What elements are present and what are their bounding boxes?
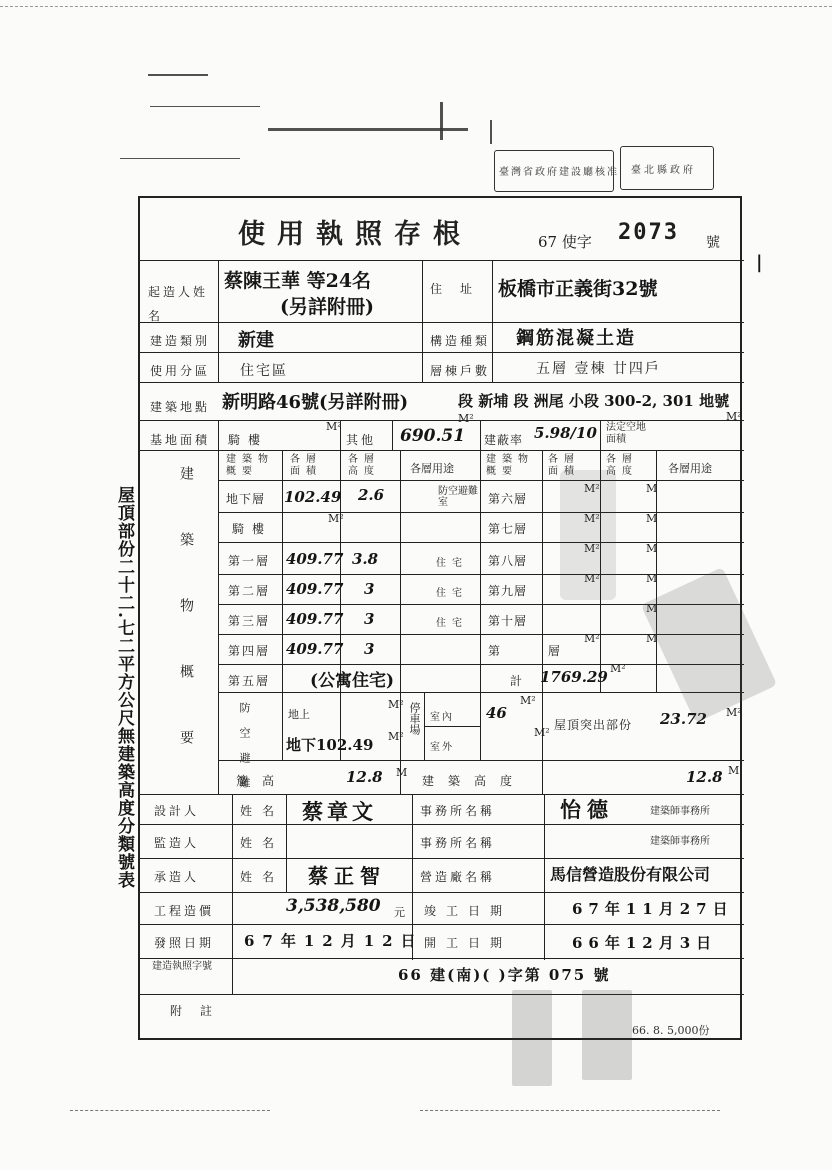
approval-stamp-left	[494, 150, 619, 192]
outdoor-label: 室外	[430, 742, 454, 753]
floor-name: 第四層	[228, 644, 271, 658]
floor-name: 第二層	[228, 584, 271, 598]
site-label: 建築地點	[150, 400, 211, 414]
rule	[422, 352, 423, 382]
company-label: 營造廠名稱	[420, 870, 496, 884]
permit-label: 建造執照字號	[152, 961, 212, 972]
floor-area: 102.49	[284, 488, 342, 506]
start-value: 66年12月3日	[572, 934, 718, 952]
bldg-height-label: 建築高度	[422, 774, 527, 788]
rule	[218, 322, 219, 352]
completion-label: 竣工日期	[424, 904, 513, 918]
rule	[140, 994, 744, 995]
ground-label: 地上	[288, 708, 310, 721]
unit-m2: M²	[520, 694, 536, 707]
rule	[282, 450, 283, 760]
completion-value: 67年11月27日	[572, 900, 734, 918]
floor-name: 第一層	[228, 554, 271, 568]
office-label: 事務所名稱	[420, 836, 496, 850]
approval-stamp-text: 臺灣省政府建設廳核准	[499, 167, 619, 178]
floor-use: 住宅	[436, 558, 468, 569]
rule	[218, 760, 744, 761]
start-label: 開工日期	[424, 936, 513, 950]
rule	[600, 420, 601, 450]
stamp-smudge	[582, 990, 632, 1080]
floor-height: 3	[364, 580, 375, 598]
rule	[140, 450, 744, 451]
builder-label: 起造人姓名	[148, 285, 209, 323]
name-label: 姓名	[240, 836, 285, 850]
approval-stamp-right	[620, 146, 714, 190]
eaves-value: 12.8	[346, 768, 383, 786]
area-label: 基地面積	[150, 433, 211, 447]
underground-value: 地下102.49	[286, 736, 374, 754]
parking-value: 46	[486, 704, 507, 722]
unit-m2: M²	[584, 512, 600, 525]
floor-height: 3	[364, 640, 375, 658]
notes-label: 附註	[170, 1004, 231, 1018]
floor-use: (公寓住宅)	[310, 671, 395, 691]
floor-name-2: 第七層	[488, 522, 528, 536]
floor-name-2: 第六層	[488, 492, 528, 506]
floor-height: 3	[364, 610, 375, 628]
license-number: 2073	[618, 220, 679, 245]
company-value: 馬信營造股份有限公司	[550, 865, 711, 884]
arcade-label: 騎樓	[228, 433, 269, 447]
contractor-value: 蔡正智	[308, 864, 386, 888]
floor-name: 第三層	[228, 614, 271, 628]
rule	[392, 420, 393, 450]
civil-defense-label: 防空避難	[238, 702, 251, 802]
unit-m: M	[396, 766, 408, 779]
floor-name-2: 第九層	[488, 584, 528, 598]
rule	[492, 352, 493, 382]
rule	[218, 352, 219, 382]
floor-name: 第五層	[228, 674, 271, 688]
floor-name-2: 第八層	[488, 554, 528, 568]
roof-value: 23.72	[660, 710, 707, 728]
floor-use: 住宅	[436, 588, 468, 599]
rule	[492, 322, 493, 352]
designer-value: 蔡章文	[302, 799, 377, 824]
unit-m2: M²	[726, 706, 742, 719]
rule	[422, 260, 423, 322]
issue-value: 67年12月12日	[244, 932, 424, 950]
build-type-value: 新建	[238, 330, 274, 351]
unit-m2: M²	[328, 512, 344, 525]
col-header: 各層面積	[548, 454, 580, 477]
rule	[140, 420, 744, 421]
floors-value: 五層 壹棟 廿四戶	[536, 361, 661, 377]
rule	[480, 450, 481, 760]
rule	[340, 420, 341, 450]
site-value: 新明路46號(另詳附冊)	[222, 392, 409, 413]
rule	[218, 574, 744, 575]
rule	[140, 892, 744, 893]
rule	[140, 794, 744, 795]
scan-artifact	[70, 1110, 270, 1111]
floor-use: 住宅	[436, 618, 468, 629]
name-label: 姓名	[240, 870, 285, 884]
contractor-label: 承造人	[154, 870, 200, 884]
rule	[140, 958, 744, 959]
area-unit: M²	[326, 420, 342, 433]
supervisor-label: 監造人	[154, 836, 200, 850]
unit-m2: M²	[610, 662, 626, 675]
scan-artifact	[490, 120, 492, 144]
cost-value: 3,538,580	[286, 896, 381, 916]
license-number-suffix: 號	[706, 235, 720, 251]
unit-m: M	[646, 512, 658, 525]
designer-office: 怡德	[560, 797, 614, 822]
builder-value: 蔡陳王華 等24名	[224, 270, 372, 292]
rule	[140, 858, 744, 859]
architect-office-label: 建築師事務所	[650, 806, 710, 817]
rule	[412, 794, 413, 892]
floors-label: 層棟戶數	[430, 364, 491, 378]
col-header: 各層用途	[410, 462, 454, 475]
col-header: 各層面積	[290, 454, 322, 477]
floor-area: 409.77	[286, 580, 344, 598]
rule	[218, 260, 219, 322]
rule	[218, 512, 744, 513]
indoor-label: 室內	[430, 712, 454, 723]
rule	[544, 794, 545, 892]
coverage-label: 建蔽率	[484, 433, 524, 447]
unit-m2: M²	[584, 542, 600, 555]
parking-label: 停車場	[408, 702, 421, 735]
building-summary-label: 建築物概要	[178, 466, 194, 796]
unit-m2: M²	[584, 632, 600, 645]
scan-artifact	[268, 128, 468, 131]
unit-m2: M²	[388, 730, 404, 743]
page-title: 使用執照存根	[238, 219, 472, 250]
rule	[140, 382, 744, 383]
rule	[218, 542, 744, 543]
col-header: 建築物概要	[486, 454, 534, 477]
floor-height: 2.6	[358, 486, 385, 504]
floor-name-2: 第 層	[488, 644, 582, 658]
floor-height: 3.8	[352, 550, 379, 568]
floor-name: 地下層	[226, 492, 266, 506]
scan-artifact	[420, 1110, 720, 1111]
col-header: 各層高度	[348, 454, 380, 477]
scan-artifact	[440, 102, 443, 140]
print-mark: 66. 8. 5,000份	[632, 1024, 710, 1037]
address-value: 板橋市正義街32號	[498, 278, 658, 300]
rule	[218, 480, 744, 481]
rule	[140, 260, 744, 261]
site-lot: 段 新埔 段 洲尾 小段 300-2, 301 地號	[458, 392, 730, 410]
floor-area: 409.77	[286, 640, 344, 658]
floor-name-2: 第十層	[488, 614, 528, 628]
bldg-height-value: 12.8	[686, 768, 723, 786]
unit-m2: M²	[388, 698, 404, 711]
edge-mark: |	[756, 252, 763, 273]
rule	[424, 726, 480, 727]
structure-value: 鋼筋混凝土造	[516, 328, 636, 349]
rule	[232, 794, 233, 892]
name-label: 姓名	[240, 804, 285, 818]
coverage-value: 5.98/10	[534, 424, 597, 442]
rule	[140, 322, 744, 323]
rule	[422, 322, 423, 352]
structure-label: 構造種類	[430, 334, 491, 348]
unit-m2: M²	[534, 726, 550, 739]
unit-m: M	[646, 632, 658, 645]
legal-area-label: 法定空地面積	[606, 422, 646, 445]
rule	[218, 692, 744, 693]
unit-m: M	[646, 482, 658, 495]
floor-use: 防空避難室	[438, 486, 478, 508]
architect-office-label: 建築師事務所	[650, 836, 710, 847]
floor-name: 騎樓	[232, 522, 273, 536]
rule	[232, 892, 233, 994]
left-margin-note: 屋頂部份二十二.七二平方公尺無建築高度分類號表	[114, 486, 134, 889]
rule	[218, 420, 219, 450]
builder-representative: (另詳附冊)	[280, 296, 374, 318]
scan-artifact	[148, 74, 208, 76]
rule	[140, 352, 744, 353]
approval-stamp-text: 臺北縣政府	[631, 165, 696, 176]
office-label: 事務所名稱	[420, 804, 496, 818]
use-zone-value: 住宅區	[240, 363, 288, 379]
rule	[480, 420, 481, 450]
address-label: 住址	[430, 282, 491, 296]
col-header: 各層用途	[668, 462, 712, 475]
col-header: 各層高度	[606, 454, 638, 477]
unit-m2: M²	[584, 482, 600, 495]
build-type-label: 建造類別	[150, 334, 211, 348]
cost-unit: 元	[394, 906, 405, 919]
permit-value: 66 建(南)( )字第 075 號	[398, 966, 611, 984]
stamp-smudge	[512, 990, 552, 1086]
rule	[542, 760, 543, 794]
unit-m2: M²	[584, 572, 600, 585]
license-number-prefix: 67 使字	[538, 233, 592, 251]
cost-label: 工程造價	[154, 904, 215, 918]
total-label: 計	[510, 674, 526, 688]
rule	[544, 892, 545, 960]
rule	[140, 924, 744, 925]
scan-artifact	[120, 158, 240, 159]
unit-m: M	[646, 602, 658, 615]
designer-label: 設計人	[154, 804, 200, 818]
eaves-label: 簷高	[236, 774, 289, 788]
unit-m: M	[646, 542, 658, 555]
area-value: 690.51	[400, 426, 466, 446]
other-label: 其他	[346, 433, 377, 447]
rule	[542, 450, 543, 760]
area-unit: M²	[726, 410, 742, 423]
unit-m: M	[728, 764, 740, 777]
rule	[492, 260, 493, 322]
scan-artifact	[150, 106, 260, 107]
unit-m: M	[646, 572, 658, 585]
rule	[218, 450, 219, 794]
issue-label: 發照日期	[154, 936, 215, 950]
rule	[218, 664, 744, 665]
total-value: 1769.29	[540, 668, 608, 686]
area-unit: M²	[458, 412, 474, 425]
rule	[286, 794, 287, 892]
use-zone-label: 使用分區	[150, 364, 211, 378]
floor-area: 409.77	[286, 610, 344, 628]
col-header: 建築物概要	[226, 454, 274, 477]
stamp-smudge	[560, 470, 616, 600]
roof-label: 屋頂突出部份	[554, 718, 633, 732]
scan-artifact	[0, 6, 832, 7]
floor-area: 409.77	[286, 550, 344, 568]
rule	[140, 824, 744, 825]
